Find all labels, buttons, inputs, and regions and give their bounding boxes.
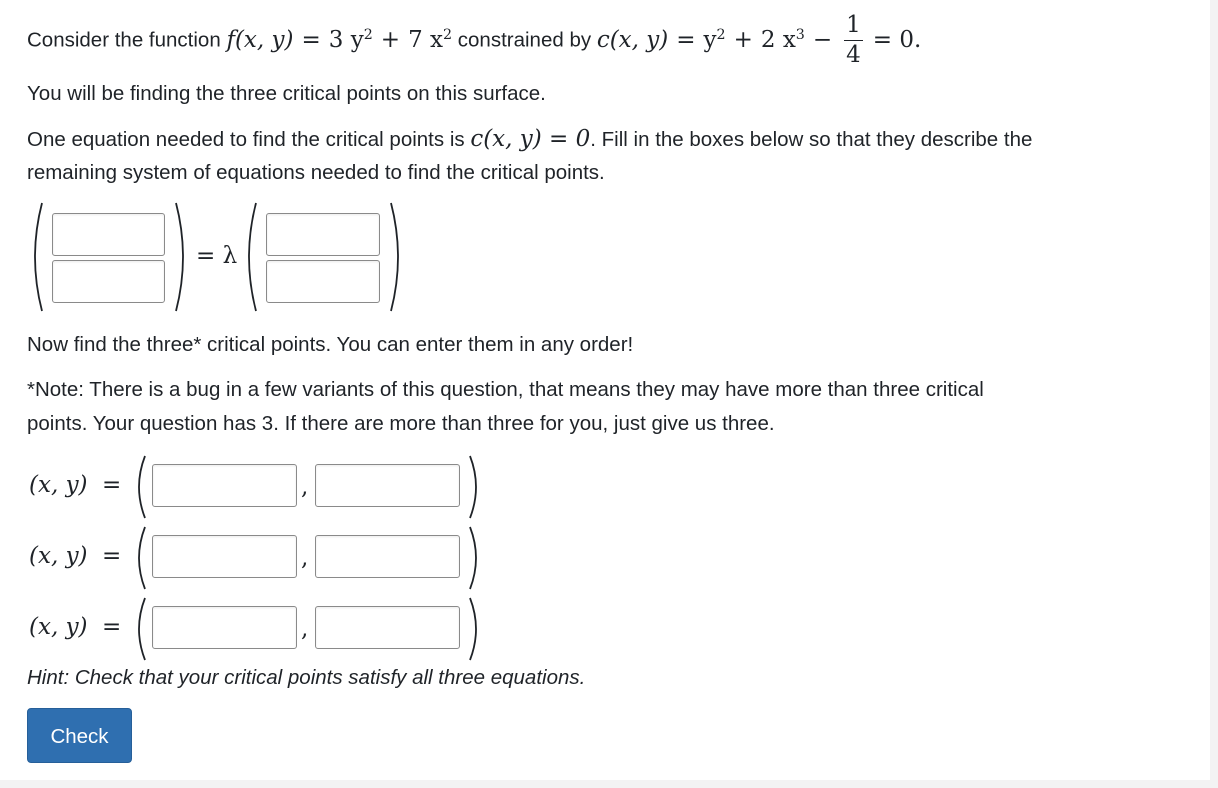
- point-3-open-paren: [130, 596, 150, 662]
- point-2-comma: ,: [301, 545, 309, 571]
- instruction-line-2: You will be finding the three critical points on this surface.: [27, 82, 546, 105]
- right-vector-open-paren: [240, 201, 260, 313]
- gradient-f-y-input[interactable]: [52, 260, 165, 303]
- check-button[interactable]: Check: [27, 708, 132, 763]
- point-3-x-input[interactable]: [152, 606, 297, 649]
- instruction-line-5: Now find the three* critical points. You can enter them in any order!: [27, 333, 634, 356]
- point-1-close-paren: [465, 454, 485, 520]
- instruction-line-4: remaining system of equations needed to find the critical points.: [27, 161, 605, 184]
- point-3-close-paren: [465, 596, 485, 662]
- point-1-x-input[interactable]: [152, 464, 297, 507]
- left-vector-close-paren: [172, 201, 192, 313]
- point-1-equals: =: [102, 472, 122, 498]
- right-vector-close-paren: [387, 201, 407, 313]
- point-1-label: (x, y): [29, 472, 88, 498]
- right-margin: [1210, 0, 1218, 788]
- constraint-formula: c(x, $y) = y^2 + 2$ $x^3$ − $\frac{1}{4}$ = 0.: [596, 12, 922, 68]
- instruction-line-3: One equation needed to find the critical points is c(x, y) = 0. Fill in the boxes below so that they describe the: [27, 126, 1033, 152]
- hint-text: Hint: Check that your critical points satisfy all three equations.: [27, 666, 586, 689]
- left-vector-open-paren: [26, 201, 46, 313]
- point-3-y-input[interactable]: [315, 606, 460, 649]
- function-formula: f(x, y) = 3 $y^2 + 7$ $x^2$: [226, 26, 453, 53]
- point-2-close-paren: [465, 525, 485, 591]
- equals-lambda: = λ: [196, 243, 238, 269]
- fraction: $\frac{1}{4}$: [846, 12, 861, 68]
- point-1-comma: ,: [301, 474, 309, 500]
- gradient-c-x-input[interactable]: [266, 213, 380, 256]
- point-2-label: (x, y): [29, 543, 88, 569]
- gradient-f-x-input[interactable]: [52, 213, 165, 256]
- constraint-equation: c(x, y) = 0: [470, 126, 591, 152]
- point-3-label: (x, y): [29, 614, 88, 640]
- point-3-comma: ,: [301, 616, 309, 642]
- point-3-equals: =: [102, 614, 122, 640]
- point-1-y-input[interactable]: [315, 464, 460, 507]
- point-2-x-input[interactable]: [152, 535, 297, 578]
- gradient-c-y-input[interactable]: [266, 260, 380, 303]
- problem-statement: [27, 14, 921, 67]
- point-1-open-paren: [130, 454, 150, 520]
- bottom-margin: [0, 780, 1218, 788]
- point-2-open-paren: [130, 525, 150, 591]
- constrained-text: constrained by: [452, 28, 597, 52]
- intro-text: Consider the function: [27, 28, 227, 52]
- note-line-1: *Note: There is a bug in a few variants of this question, that means they may have more than three critical: [27, 378, 984, 401]
- point-2-y-input[interactable]: [315, 535, 460, 578]
- point-2-equals: =: [102, 543, 122, 569]
- note-line-2: points. Your question has 3. If there are more than three for you, just give us three.: [27, 412, 775, 435]
